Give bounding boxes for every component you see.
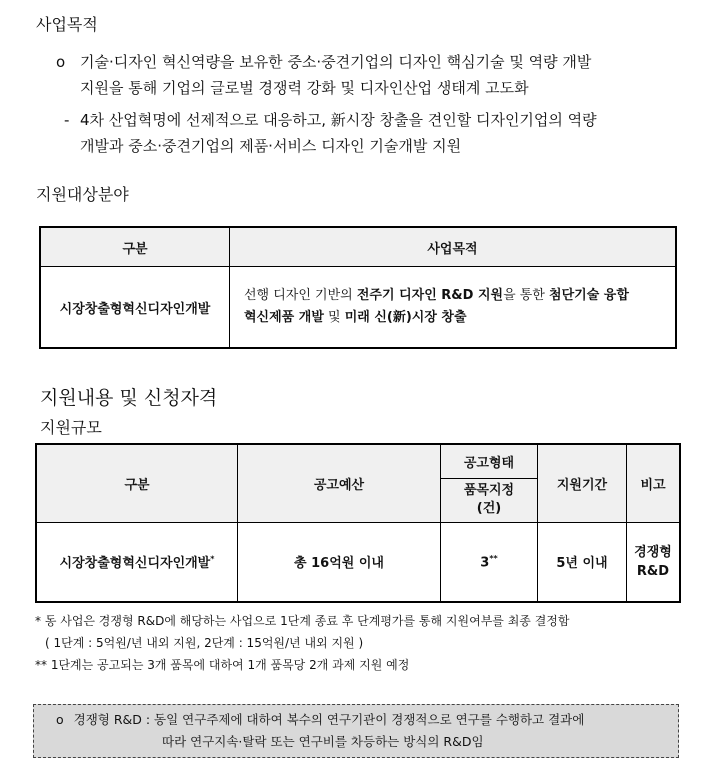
- purpose-text-a: 선행 디자인 기반의: [244, 288, 357, 303]
- dash-mark: -: [64, 111, 70, 129]
- purpose-text-b: 전주기 디자인 R&D 지원: [356, 288, 504, 303]
- section-subtitle-scale: 지원규모: [40, 418, 102, 437]
- section-title-purpose: 사업목적: [36, 15, 98, 34]
- table2-head-note: 비고: [627, 444, 681, 522]
- row-count-sup: **: [489, 553, 498, 563]
- definition-text1: 경쟁형 R&D : 동일 연구주제에 대하여 복수의 연구기관이 경쟁적으로 연구를 수행하고 결과에: [73, 712, 585, 727]
- dash1-line1: 4차 산업혁명에 선제적으로 대응하고, 新시장 창출을 견인할 디자인기업의 역량: [80, 111, 597, 129]
- section-title-support: 지원내용 및 신청자격: [40, 387, 218, 409]
- row-note-line1: 경쟁형: [634, 544, 672, 560]
- purpose-text-c: 을 통한: [503, 288, 550, 303]
- table1-row-category: 시장창출형혁신디자인개발: [40, 267, 230, 349]
- table2-row-note: [627, 522, 681, 602]
- table1-row-purpose: [230, 267, 677, 349]
- type-sub-unit: (건): [476, 501, 502, 516]
- purpose-text-e: 혁신제품 개발: [244, 310, 324, 325]
- footnote-1b: ( 1단계 : 5억원/년 내외 지원, 2단계 : 15억원/년 내외 지원 ): [45, 636, 364, 650]
- row-note-line2: R&D: [636, 563, 670, 579]
- bullet1-line2: 지원을 통해 기업의 글로벌 경쟁력 강화 및 디자인산업 생태계 고도화: [80, 79, 529, 97]
- definition-line1: [56, 709, 668, 731]
- table2-head-type: 공고형태: [441, 444, 538, 478]
- row-count-text: 3: [480, 554, 490, 570]
- purpose-text-g: 미래 신(新)시장 창출: [344, 310, 467, 325]
- purpose-text-f: 및: [323, 310, 345, 325]
- section-title-target: 지원대상분야: [36, 185, 129, 204]
- table2-head-budget: 공고예산: [238, 444, 441, 522]
- table2-row-category: [36, 522, 238, 602]
- table2-row-period: 5년 이내: [538, 522, 627, 602]
- table2-head-type-sub: [441, 478, 538, 522]
- bullet1-line1: 기술·디자인 혁신역량을 보유한 중소·중견기업의 디자인 핵심기술 및 역량 개발: [80, 53, 592, 71]
- table2-row-budget: 총 16억원 이내: [238, 522, 441, 602]
- table2-head-period: 지원기간: [538, 444, 627, 522]
- bullet-mark: o: [56, 53, 66, 71]
- table1-head-category: 구분: [40, 227, 230, 267]
- target-field-table: [39, 226, 677, 349]
- table1-head-purpose: 사업목적: [230, 227, 677, 267]
- dash1-line2: 개발과 중소·중견기업의 제품·서비스 디자인 기술개발 지원: [80, 137, 462, 155]
- footnote-2: ** 1단계는 공고되는 3개 품목에 대하여 1개 품목당 2개 과제 지원 예정: [35, 658, 410, 672]
- definition-box: [33, 704, 679, 758]
- definition-line2: 따라 연구지속·탈락 또는 연구비를 차등하는 방식의 R&D임: [162, 734, 484, 749]
- support-scale-table: [35, 443, 681, 603]
- row-category-sup: *: [210, 554, 215, 564]
- footnote-1: * 동 사업은 경쟁형 R&D에 해당하는 사업으로 1단계 종료 후 단계평가를 통해 지원여부를 최종 결정함: [35, 614, 570, 628]
- table2-head-category: 구분: [36, 444, 238, 522]
- type-sub-label: 품목지정: [463, 483, 515, 498]
- purpose-text-d: 첨단기술 융합: [549, 288, 629, 303]
- definition-mark: o: [56, 712, 64, 727]
- row-category-text: 시장창출형혁신디자인개발: [59, 556, 211, 572]
- table2-row-count: [441, 522, 538, 602]
